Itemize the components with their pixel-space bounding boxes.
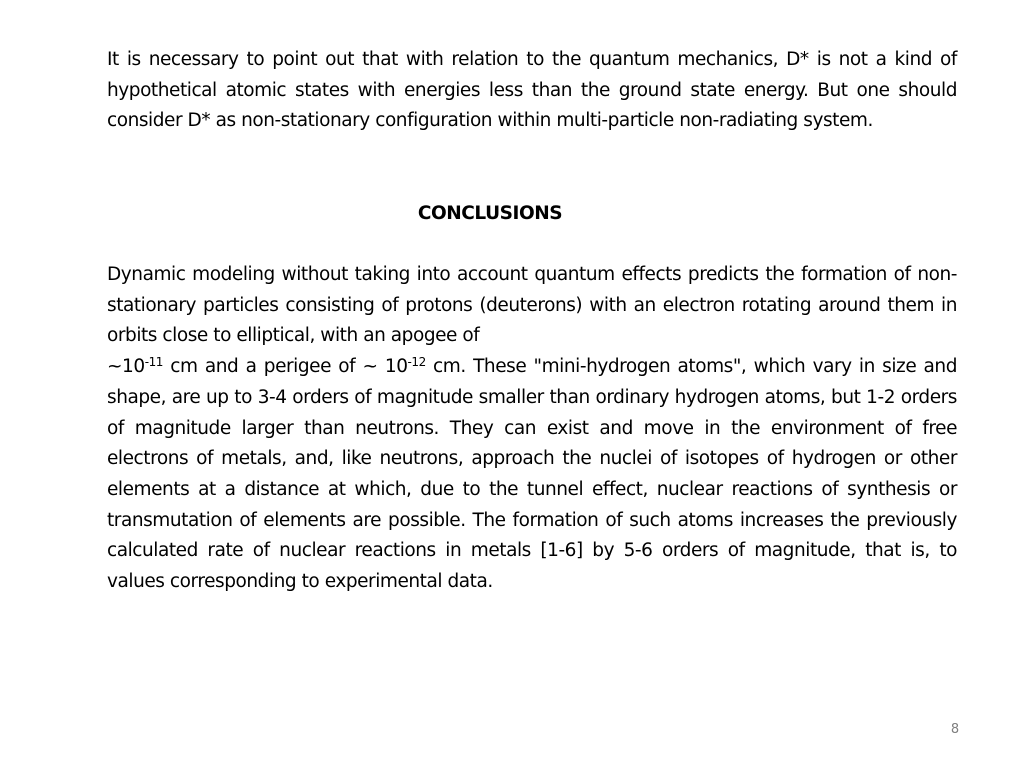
conclusions-text-end: cm. These "mini-hydrogen atoms", which vary in size and shape, are up to 3-4 orders of magnitude smaller than ordinary hydrogen atoms, but 1-2 orders of magnitude larger than neutrons. They can exist and move in the environment of free electrons of metals, and, like neutrons, approach the nuclei of isotopes of hydrogen or other elements at a distance at which, due to the tunnel effect, nuclear reactions of synthesis or transmutation of elements are possible. The formation of such atoms increases the previously calculated rate of nuclear reactions in metals [1-6] by 5-6 orders of magnitude, that is, to values corresponding to experimental data. bbox=[107, 356, 958, 593]
perigee-text: cm and a perigee of ~ 10 bbox=[162, 356, 408, 378]
perigee-exponent: -12 bbox=[407, 354, 426, 369]
conclusions-paragraph bbox=[107, 260, 957, 598]
conclusions-text-start: Dynamic modeling without taking into account quantum effects predicts the formation of non-stationary particles consisting of protons (deuterons) with an electron rotating around them in orbits close to elliptical, with an apogee of bbox=[107, 264, 957, 347]
conclusions-heading: CONCLUSIONS bbox=[417, 203, 563, 224]
apogee-base: ~10 bbox=[107, 356, 145, 378]
intro-paragraph: It is necessary to point out that with relation to the quantum mechanics, D* is not a kind of hypothetical atomic states with energies less than the ground state energy. But one should consider D* as non-stationary configuration within multi-particle non-radiating system. bbox=[107, 49, 957, 132]
apogee-exponent: -11 bbox=[144, 354, 163, 369]
page-number: 8 bbox=[950, 722, 960, 737]
